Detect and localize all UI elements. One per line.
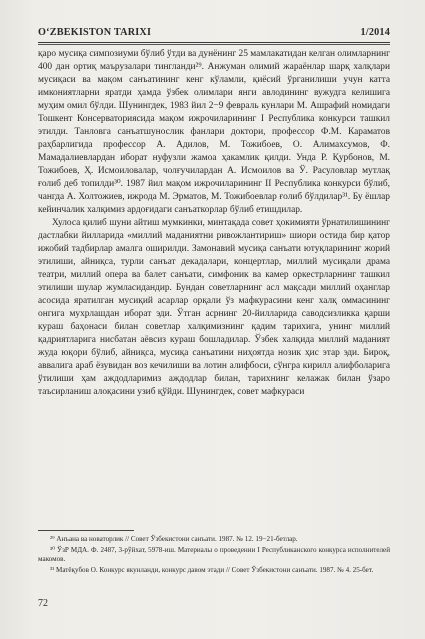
header-rule-thin <box>38 44 390 45</box>
footnote-31: ³¹ Матёқубов О. Конкурс якунланди, конкурс давом этади // Совет Ўзбекистони санъати. 1987. № 4. 25-бет. <box>50 565 374 574</box>
paragraph-2: Хулоса қилиб шуни айтиш мумкинки, минтақада совет ҳокимияти ўрнатилишининг дастлабки йилларида «миллий маданиятни ривожлантириш» шиори остида бир қатор ижобий тадбирлар амалга оширилди. Замонавий мусиқа санъати ютуқларининг жорий этилиши, айниқса, турли санъат декадалари, концертлар, миллий мусиқали драма театри, миллий опера ва балет санъати, симфоник ва камер оркестрларнинг ташкил этилиши шулар жумласидандир. Бундан советларнинг асл мақсади миллий оҳанглар асосида яратилган мусиқий асарлар орқали ўз мафкурасини кенг халқ оммасининг онгига мухрлашдан иборат эди. Ўтган асрнинг 20-йилларида саводсизликка қарши кураш баҳонаси билан советлар халқимизнинг қадим тарихига, унинг миллий қадриятларига нисбатан аёвсиз кураш бошладилар. Ўзбек халқида миллий маданият жуда юқори бўлиб, айниқса, мусиқа санъатини ниҳоятда нозик ҳис этар эди. Бироқ, аввалига араб ёзувидан воз кечилиши ва лотин алифбоси, сўнгра кирилл алифболарига ўтилиши ҳам аждодларимиз аждодлар билан, тарихнинг келажак билан ўзаро таъсирланиш алоқасини узиб қўйди. Шунингдек, совет мафкураси <box>38 218 390 397</box>
main-text <box>38 48 390 399</box>
running-header <box>38 27 390 38</box>
header-rule <box>38 42 390 43</box>
footnotes <box>38 535 390 576</box>
page-number: 72 <box>38 598 48 609</box>
journal-title: O‘ZBEKISTON TARIXI <box>38 27 152 38</box>
footnote-29: ²⁹ Анъана ва новаторлик // Совет Ўзбекистони санъати. 1987. № 12. 19−21-бетлар. <box>50 535 298 543</box>
footnote-separator <box>38 530 134 531</box>
issue-number: 1/2014 <box>360 27 390 38</box>
footnote-30: ³⁰ ЎзР МДА. Ф. 2487, 3-рўйхат, 5978-иш. Материалы о проведении I Республиканского конкурса исполнителей макомов. <box>38 545 390 564</box>
paragraph-1: қаро мусиқа симпозиуми бўлиб ўтди ва дунёнинг 25 мамлакатидан келган олимларнинг 400 дан ортиқ маърузалари тингланди²⁹. Анжуман олимий жараёнлар шарқ халқлари мусиқаси ва мақом санъатининг кенг кўламли, қиёсий ўрганилиши учун катта имкониятларни яратди ҳамда ўзбек олимлари янги авлодининг вужудга келишига муҳим омил бўлди. Шунингдек, 1983 йил 2−9 февраль кунлари М. Ашрафий номидаги Тошкент Консерваториясида мақом ижрочиларининг I Республика конкурси ташкил этилди. Танловга санъатшунослик фанлари доктори, профессор Ф.М. Караматов раҳбарлигида профессор А. Адилов, М. Тожибоев, О. Алимахсумов, Ф. Мамадалиевлардан иборат нуфузли жамоа ҳакамлик қилди. Унда Р. Қурбонов, М. Тожибоев, Ҳ. Исмоиловалар, чолғучилардан А. Исмоилов ва Ў. Расуловлар мутлақ ғолиб деб топилди³⁰. 1987 йил мақом ижрочиларининг II Республика конкурси бўлиб, чангда А. Холтожиев, ижрода М. Эрматов, М. Тожибоевлар ғолиб бўлдилар³¹. Бу ёшлар кейинчалик халқимиз ардоғидаги санъаткорлар бўлиб етишдилар. <box>38 49 390 215</box>
